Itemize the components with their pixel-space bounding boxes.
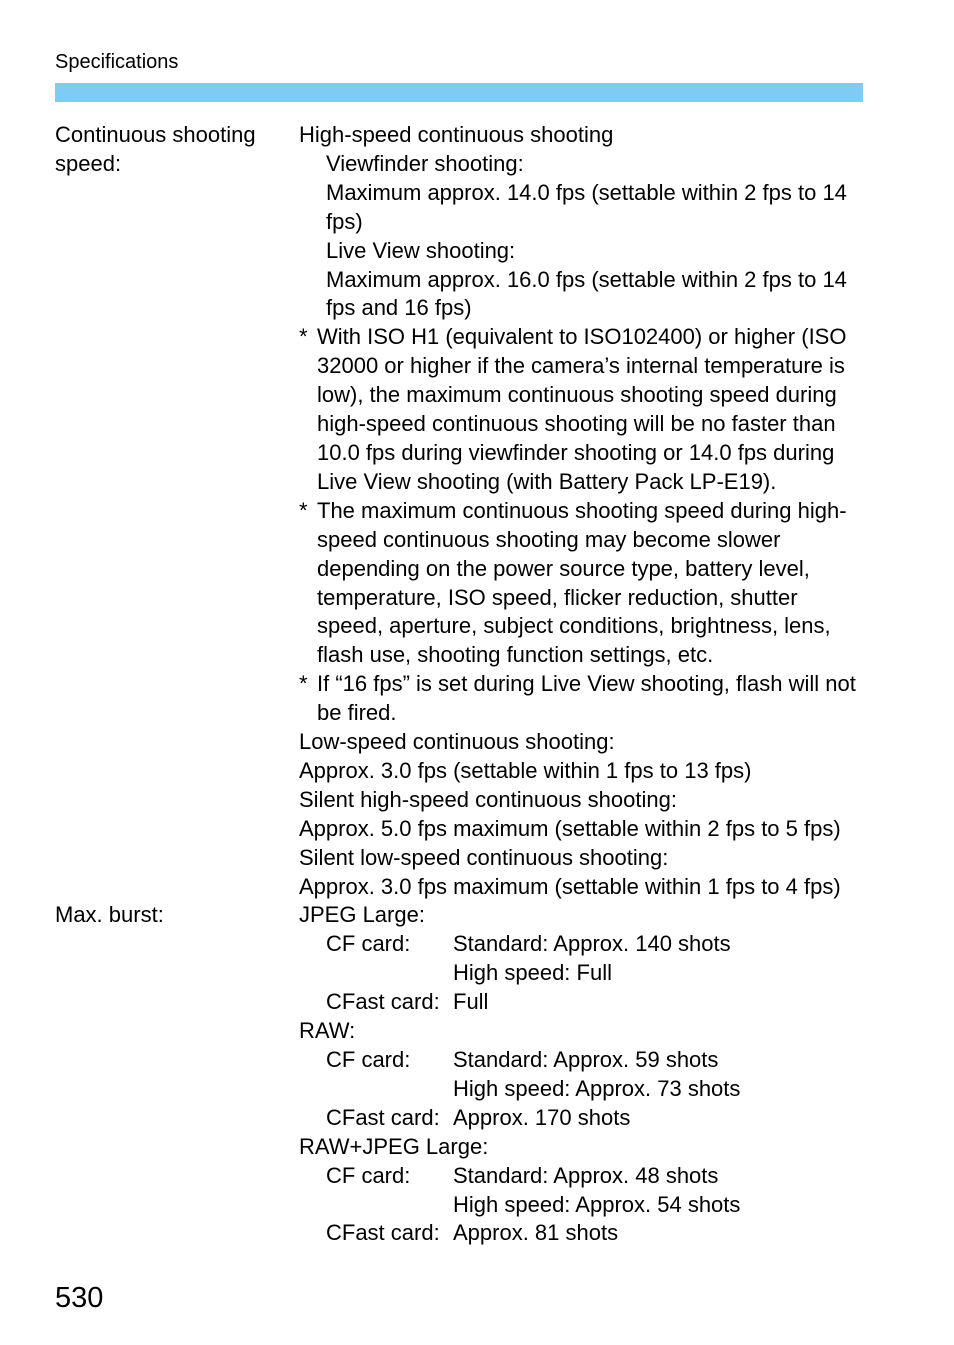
card-values — [453, 1046, 740, 1104]
card-name: CF card: — [326, 931, 411, 957]
low-speed-value: Approx. 3.0 fps (settable within 1 fps to 13 fps) — [299, 757, 752, 783]
section-header: Specifications — [55, 51, 179, 73]
card-value: Approx. 170 shots — [453, 1104, 631, 1130]
liveview-title: Live View shooting: — [326, 237, 516, 263]
card-value: Standard: Approx. 48 shots — [453, 1162, 719, 1188]
card-values — [453, 930, 731, 988]
card-row — [299, 988, 863, 1017]
card-name: CFast card: — [326, 1220, 440, 1246]
burst-group-title: RAW: — [299, 1018, 356, 1044]
note-marker: * — [299, 324, 308, 350]
note-text: With ISO H1 (equivalent to ISO102400) or higher (ISO 32000 or higher if the camera’s internal temperature is low), the maximum continuous shooting speed during high-speed continuous shooting will be no faster than 10.0 fps during viewfinder shooting or 14.0 fps during Live View shooting (with Battery Pack LP-E19). — [317, 324, 847, 494]
card-name: CFast card: — [326, 989, 440, 1015]
silent-low-value: Approx. 3.0 fps maximum (settable within 1 fps to 4 fps) — [299, 873, 841, 899]
spec-row-burst — [55, 901, 863, 1248]
card-name: CF card: — [326, 1162, 411, 1188]
spec-label-continuous: Continuous shooting speed: — [55, 122, 256, 176]
spec-value-continuous — [299, 121, 863, 901]
note-text: The maximum continuous shooting speed during high-speed continuous shooting may become slower depending on the power source type, battery level, temperature, ISO speed, flicker reduction, shutter speed, aperture, subject conditions, brightness, lens, flash use, shooting function settings, etc. — [317, 497, 847, 668]
silent-high-title: Silent high-speed continuous shooting: — [299, 786, 677, 812]
card-value: Full — [453, 989, 489, 1015]
page-number: 530 — [55, 1282, 104, 1314]
spec-label-burst: Max. burst: — [55, 902, 164, 928]
burst-group-title: RAW+JPEG Large: — [299, 1133, 489, 1159]
card-row — [299, 930, 863, 988]
spec-row-continuous — [55, 121, 863, 901]
burst-group-title: JPEG Large: — [299, 902, 425, 928]
note-item — [299, 497, 863, 670]
card-values — [453, 1162, 740, 1220]
card-value: High speed: Approx. 73 shots — [453, 1075, 741, 1101]
note-marker: * — [299, 671, 308, 697]
silent-low-title: Silent low-speed continuous shooting: — [299, 844, 669, 870]
card-value: Approx. 81 shots — [453, 1220, 619, 1246]
card-value: Standard: Approx. 140 shots — [453, 931, 731, 957]
card-row — [299, 1219, 863, 1248]
card-value: High speed: Full — [453, 960, 612, 986]
note-item — [299, 323, 863, 496]
viewfinder-value: Maximum approx. 14.0 fps (settable within 2 fps to 14 fps) — [326, 179, 847, 234]
card-row — [299, 1162, 863, 1220]
card-values — [453, 988, 488, 1017]
card-values — [453, 1104, 630, 1133]
card-name: CFast card: — [326, 1104, 440, 1130]
liveview-value: Maximum approx. 16.0 fps (settable within 2 fps to 14 fps and 16 fps) — [326, 266, 847, 321]
card-row — [299, 1104, 863, 1133]
note-marker: * — [299, 497, 308, 523]
note-item — [299, 670, 863, 728]
spec-value-burst — [299, 901, 863, 1248]
high-speed-title: High-speed continuous shooting — [299, 122, 614, 147]
card-row — [299, 1046, 863, 1104]
low-speed-title: Low-speed continuous shooting: — [299, 729, 615, 755]
silent-high-value: Approx. 5.0 fps maximum (settable within 2 fps to 5 fps) — [299, 815, 841, 841]
card-values — [453, 1219, 618, 1248]
card-value: High speed: Approx. 54 shots — [453, 1191, 741, 1217]
card-value: Standard: Approx. 59 shots — [453, 1047, 719, 1072]
note-text: If “16 fps” is set during Live View shooting, flash will not be fired. — [317, 671, 856, 726]
header-bar — [55, 83, 863, 102]
viewfinder-title: Viewfinder shooting: — [326, 150, 524, 176]
card-name: CF card: — [326, 1047, 411, 1072]
spec-table — [55, 121, 863, 1248]
